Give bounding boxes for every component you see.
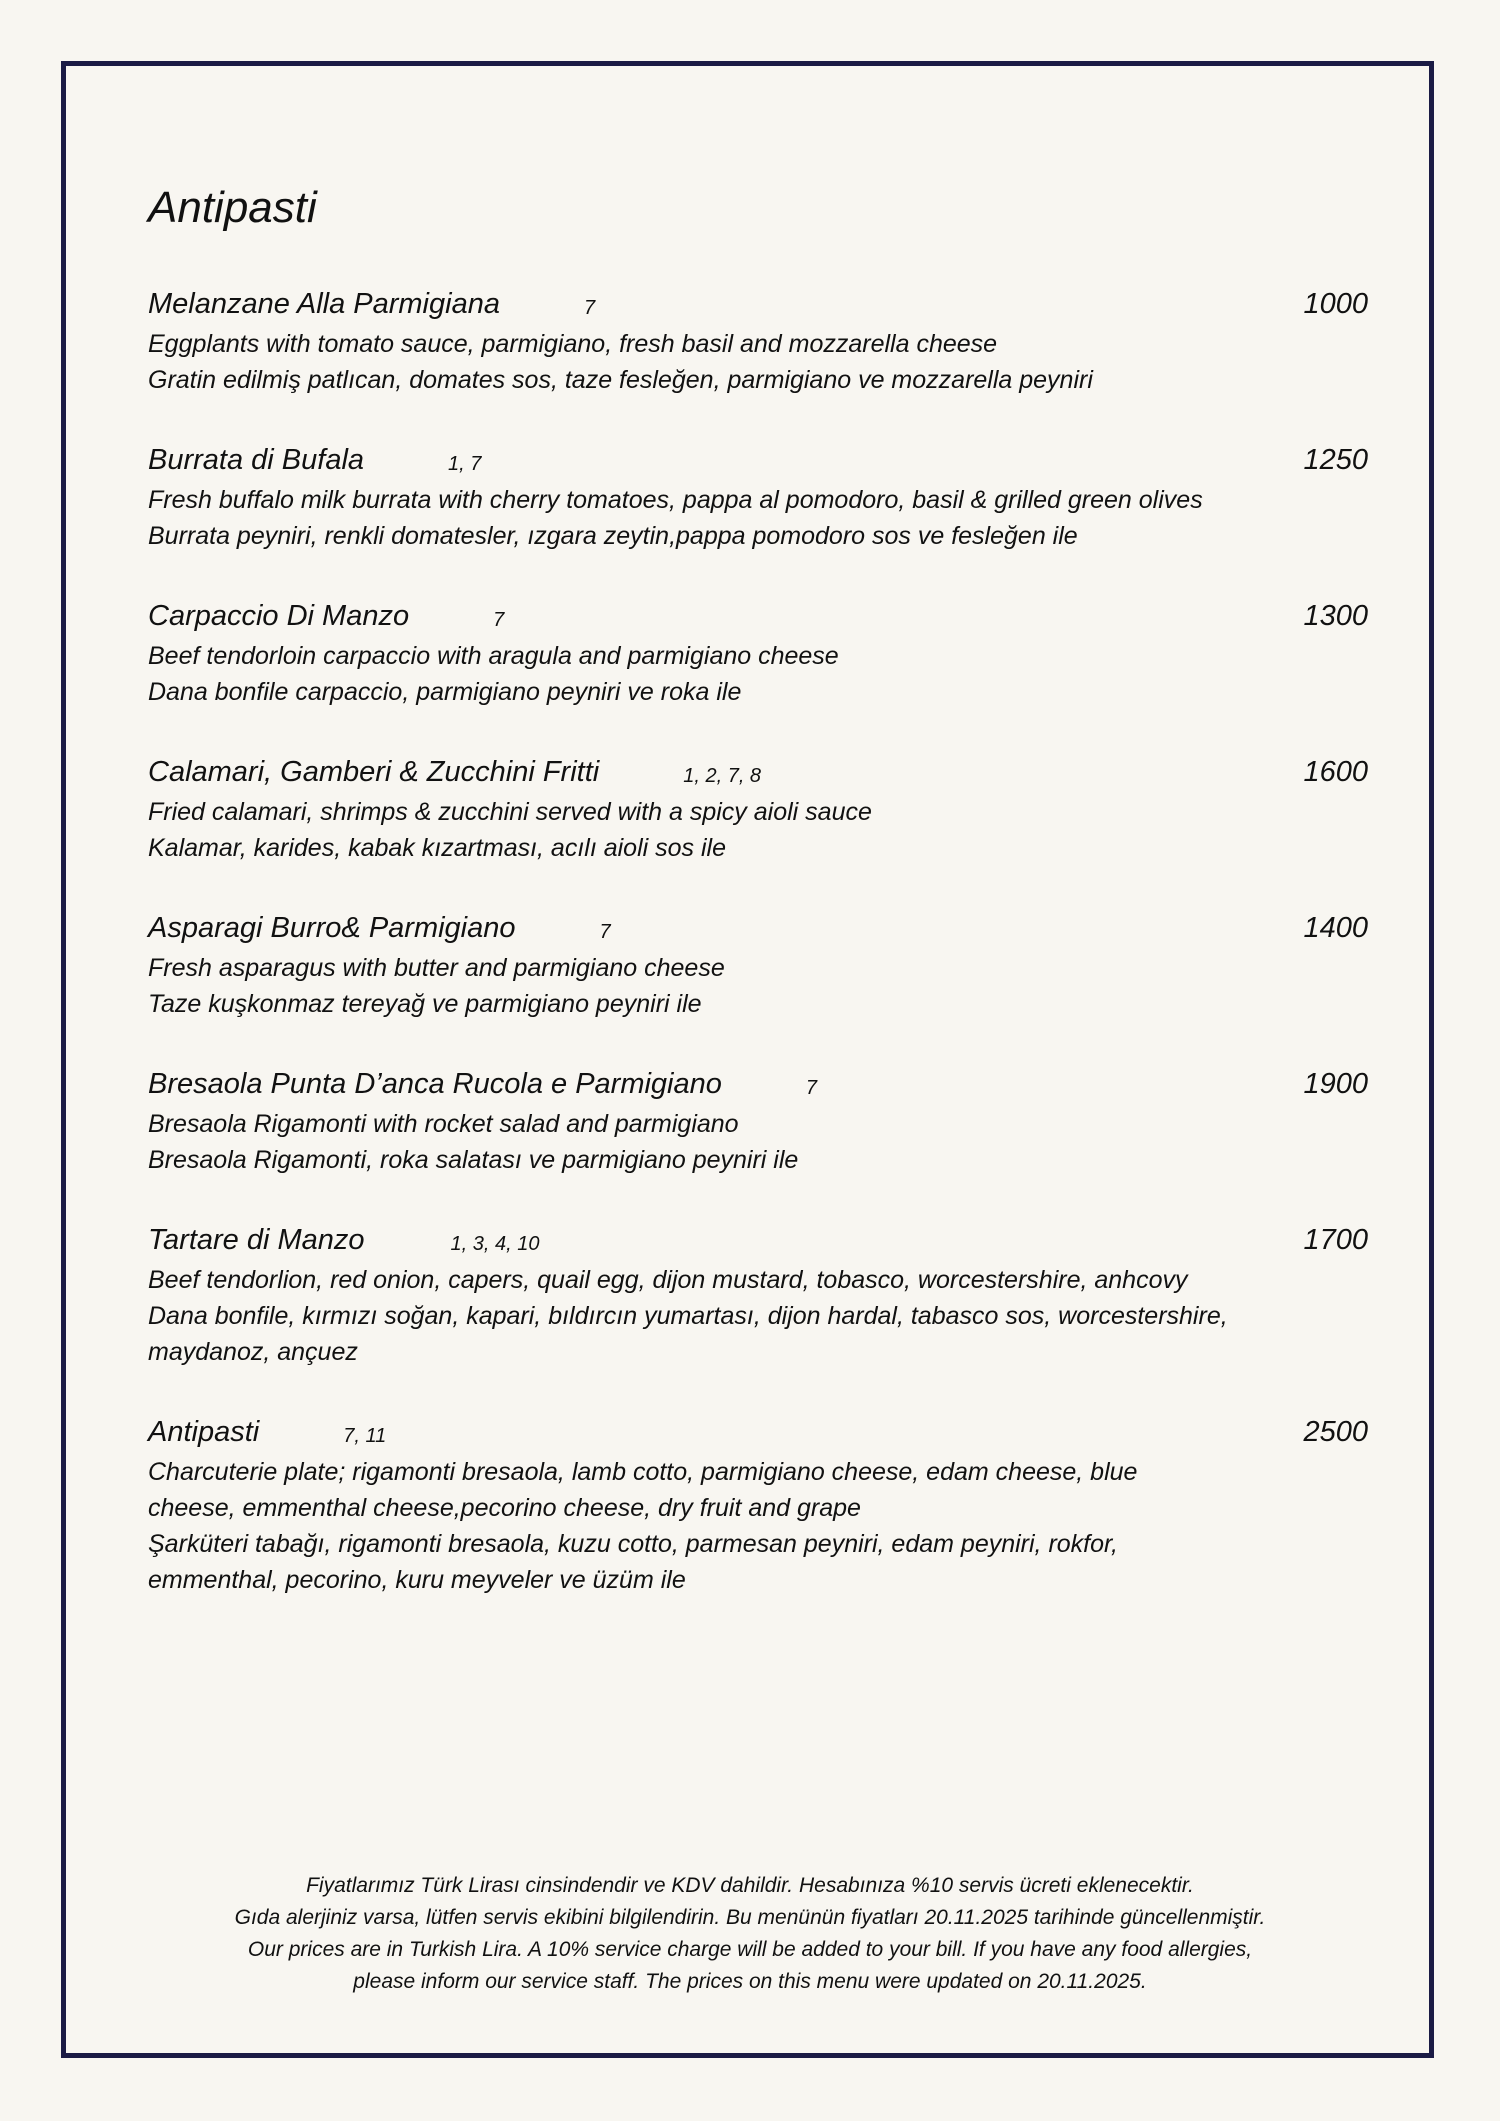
menu-item-price: 1600 — [1303, 756, 1368, 788]
menu-item-allergens: 1, 7 — [448, 453, 482, 475]
menu-item — [148, 906, 1368, 1022]
menu-item-description-tr: Dana bonfile, kırmızı soğan, kapari, bıldırcın yumartası, dijon hardal, tabasco sos, worcestershire, maydanoz, ançuez — [148, 1302, 1228, 1366]
menu-item — [148, 750, 1368, 866]
footer-line-3: Our prices are in Turkish Lira. A 10% service charge will be added to your bill. If you have any food allergies, — [247, 1938, 1253, 1961]
menu-item-description-en: Fresh buffalo milk burrata with cherry tomatoes, pappa al pomodoro, basil & grilled green olives — [148, 486, 1203, 514]
footer-line-2: Gıda alerjiniz varsa, lütfen servis ekibini bilgilendirin. Bu menünün fiyatları 20.11.2025 tarihinde güncellenmiştir. — [234, 1906, 1266, 1929]
menu-item-price: 1300 — [1303, 600, 1368, 632]
footer-line-1: Fiyatlarımız Türk Lirası cinsindendir ve KDV dahildir. Hesabınıza %10 servis ücreti eklenecektir. — [306, 1874, 1194, 1897]
menu-item-header — [148, 750, 1368, 794]
menu-item-description-tr: Burrata peyniri, renkli domatesler, ızgara zeytin,pappa pomodoro sos ve fesleğen ile — [148, 522, 1078, 550]
menu-item-description-en: Eggplants with tomato sauce, parmigiano, fresh basil and mozzarella cheese — [148, 330, 998, 358]
menu-item-description-en: Bresaola Rigamonti with rocket salad and parmigiano — [148, 1110, 739, 1138]
menu-item — [148, 438, 1368, 554]
menu-item-description-en: Charcuterie plate; rigamonti bresaola, lamb cotto, parmigiano cheese, edam cheese, blue cheese, emmenthal cheese,pecorino cheese, dry fruit and grape — [148, 1458, 1138, 1522]
footer-line-4: please inform our service staff. The prices on this menu were updated on 20.11.2025. — [353, 1970, 1147, 1993]
menu-item-name: Carpaccio Di Manzo — [148, 600, 410, 632]
menu-item-name: Antipasti — [148, 1416, 260, 1448]
menu-item-description-tr: Gratin edilmiş patlıcan, domates sos, taze fesleğen, parmigiano ve mozzarella peyniri — [148, 366, 1093, 394]
menu-item-header — [148, 906, 1368, 950]
menu-item-price: 1000 — [1303, 288, 1368, 320]
menu-item-description-en: Beef tendorlion, red onion, capers, quail egg, dijon mustard, tobasco, worcestershire, anhcovy — [148, 1266, 1188, 1294]
menu-item-header — [148, 438, 1368, 482]
menu-item-price: 1400 — [1303, 912, 1368, 944]
footer-notice — [120, 1870, 1380, 1998]
menu-item-price: 2500 — [1303, 1416, 1368, 1448]
menu-item-name: Asparagi Burro& Parmigiano — [148, 912, 516, 944]
menu-item-description-en: Fried calamari, shrimps & zucchini served with a spicy aioli sauce — [148, 798, 872, 826]
menu-item-description-tr: Taze kuşkonmaz tereyağ ve parmigiano peyniri ile — [148, 990, 702, 1018]
menu-item-header — [148, 1218, 1368, 1262]
page-title: Antipasti — [148, 183, 317, 232]
menu-item-description-tr: Şarküteri tabağı, rigamonti bresaola, kuzu cotto, parmesan peyniri, edam peyniri, rokfor, emmenthal, pecorino, kuru meyveler ve üzüm ile — [148, 1530, 1118, 1594]
menu-item-description-tr: Bresaola Rigamonti, roka salatası ve parmigiano peyniri ile — [148, 1146, 799, 1174]
menu-item — [148, 594, 1368, 710]
menu-item-header — [148, 594, 1368, 638]
menu-item-name: Tartare di Manzo — [148, 1224, 365, 1256]
menu-item-description-tr: Dana bonfile carpaccio, parmigiano peyniri ve roka ile — [148, 678, 742, 706]
menu-item-header — [148, 282, 1368, 326]
menu-item — [148, 1218, 1368, 1370]
menu-item-header — [148, 1410, 1368, 1454]
menu-item-allergens: 7 — [583, 297, 596, 319]
menu-item-allergens: 1, 2, 7, 8 — [683, 765, 762, 787]
menu-item — [148, 282, 1368, 398]
menu-item-description-tr: Kalamar, karides, kabak kızartması, acılı aioli sos ile — [148, 834, 727, 862]
menu-item — [148, 1410, 1368, 1598]
menu-list — [148, 282, 1368, 1638]
menu-item — [148, 1062, 1368, 1178]
menu-item-allergens: 7 — [493, 609, 505, 631]
menu-item-name: Melanzane Alla Parmigiana — [148, 288, 500, 320]
menu-item-price: 1700 — [1303, 1224, 1368, 1256]
menu-item-name: Calamari, Gamberi & Zucchini Fritti — [148, 756, 600, 788]
menu-item-name: Burrata di Bufala — [148, 444, 365, 476]
menu-item-allergens: 7 — [805, 1077, 818, 1099]
menu-item-price: 1250 — [1303, 444, 1368, 476]
menu-item-description-en: Beef tendorloin carpaccio with aragula and parmigiano cheese — [148, 642, 839, 670]
menu-item-header — [148, 1062, 1368, 1106]
menu-item-allergens: 7 — [599, 921, 611, 943]
menu-item-allergens: 1, 3, 4, 10 — [450, 1233, 540, 1255]
menu-item-allergens: 7, 11 — [343, 1425, 387, 1447]
menu-item-price: 1900 — [1303, 1068, 1368, 1100]
menu-item-name: Bresaola Punta D’anca Rucola e Parmigiano — [148, 1068, 722, 1100]
menu-item-description-en: Fresh asparagus with butter and parmigiano cheese — [148, 954, 725, 982]
